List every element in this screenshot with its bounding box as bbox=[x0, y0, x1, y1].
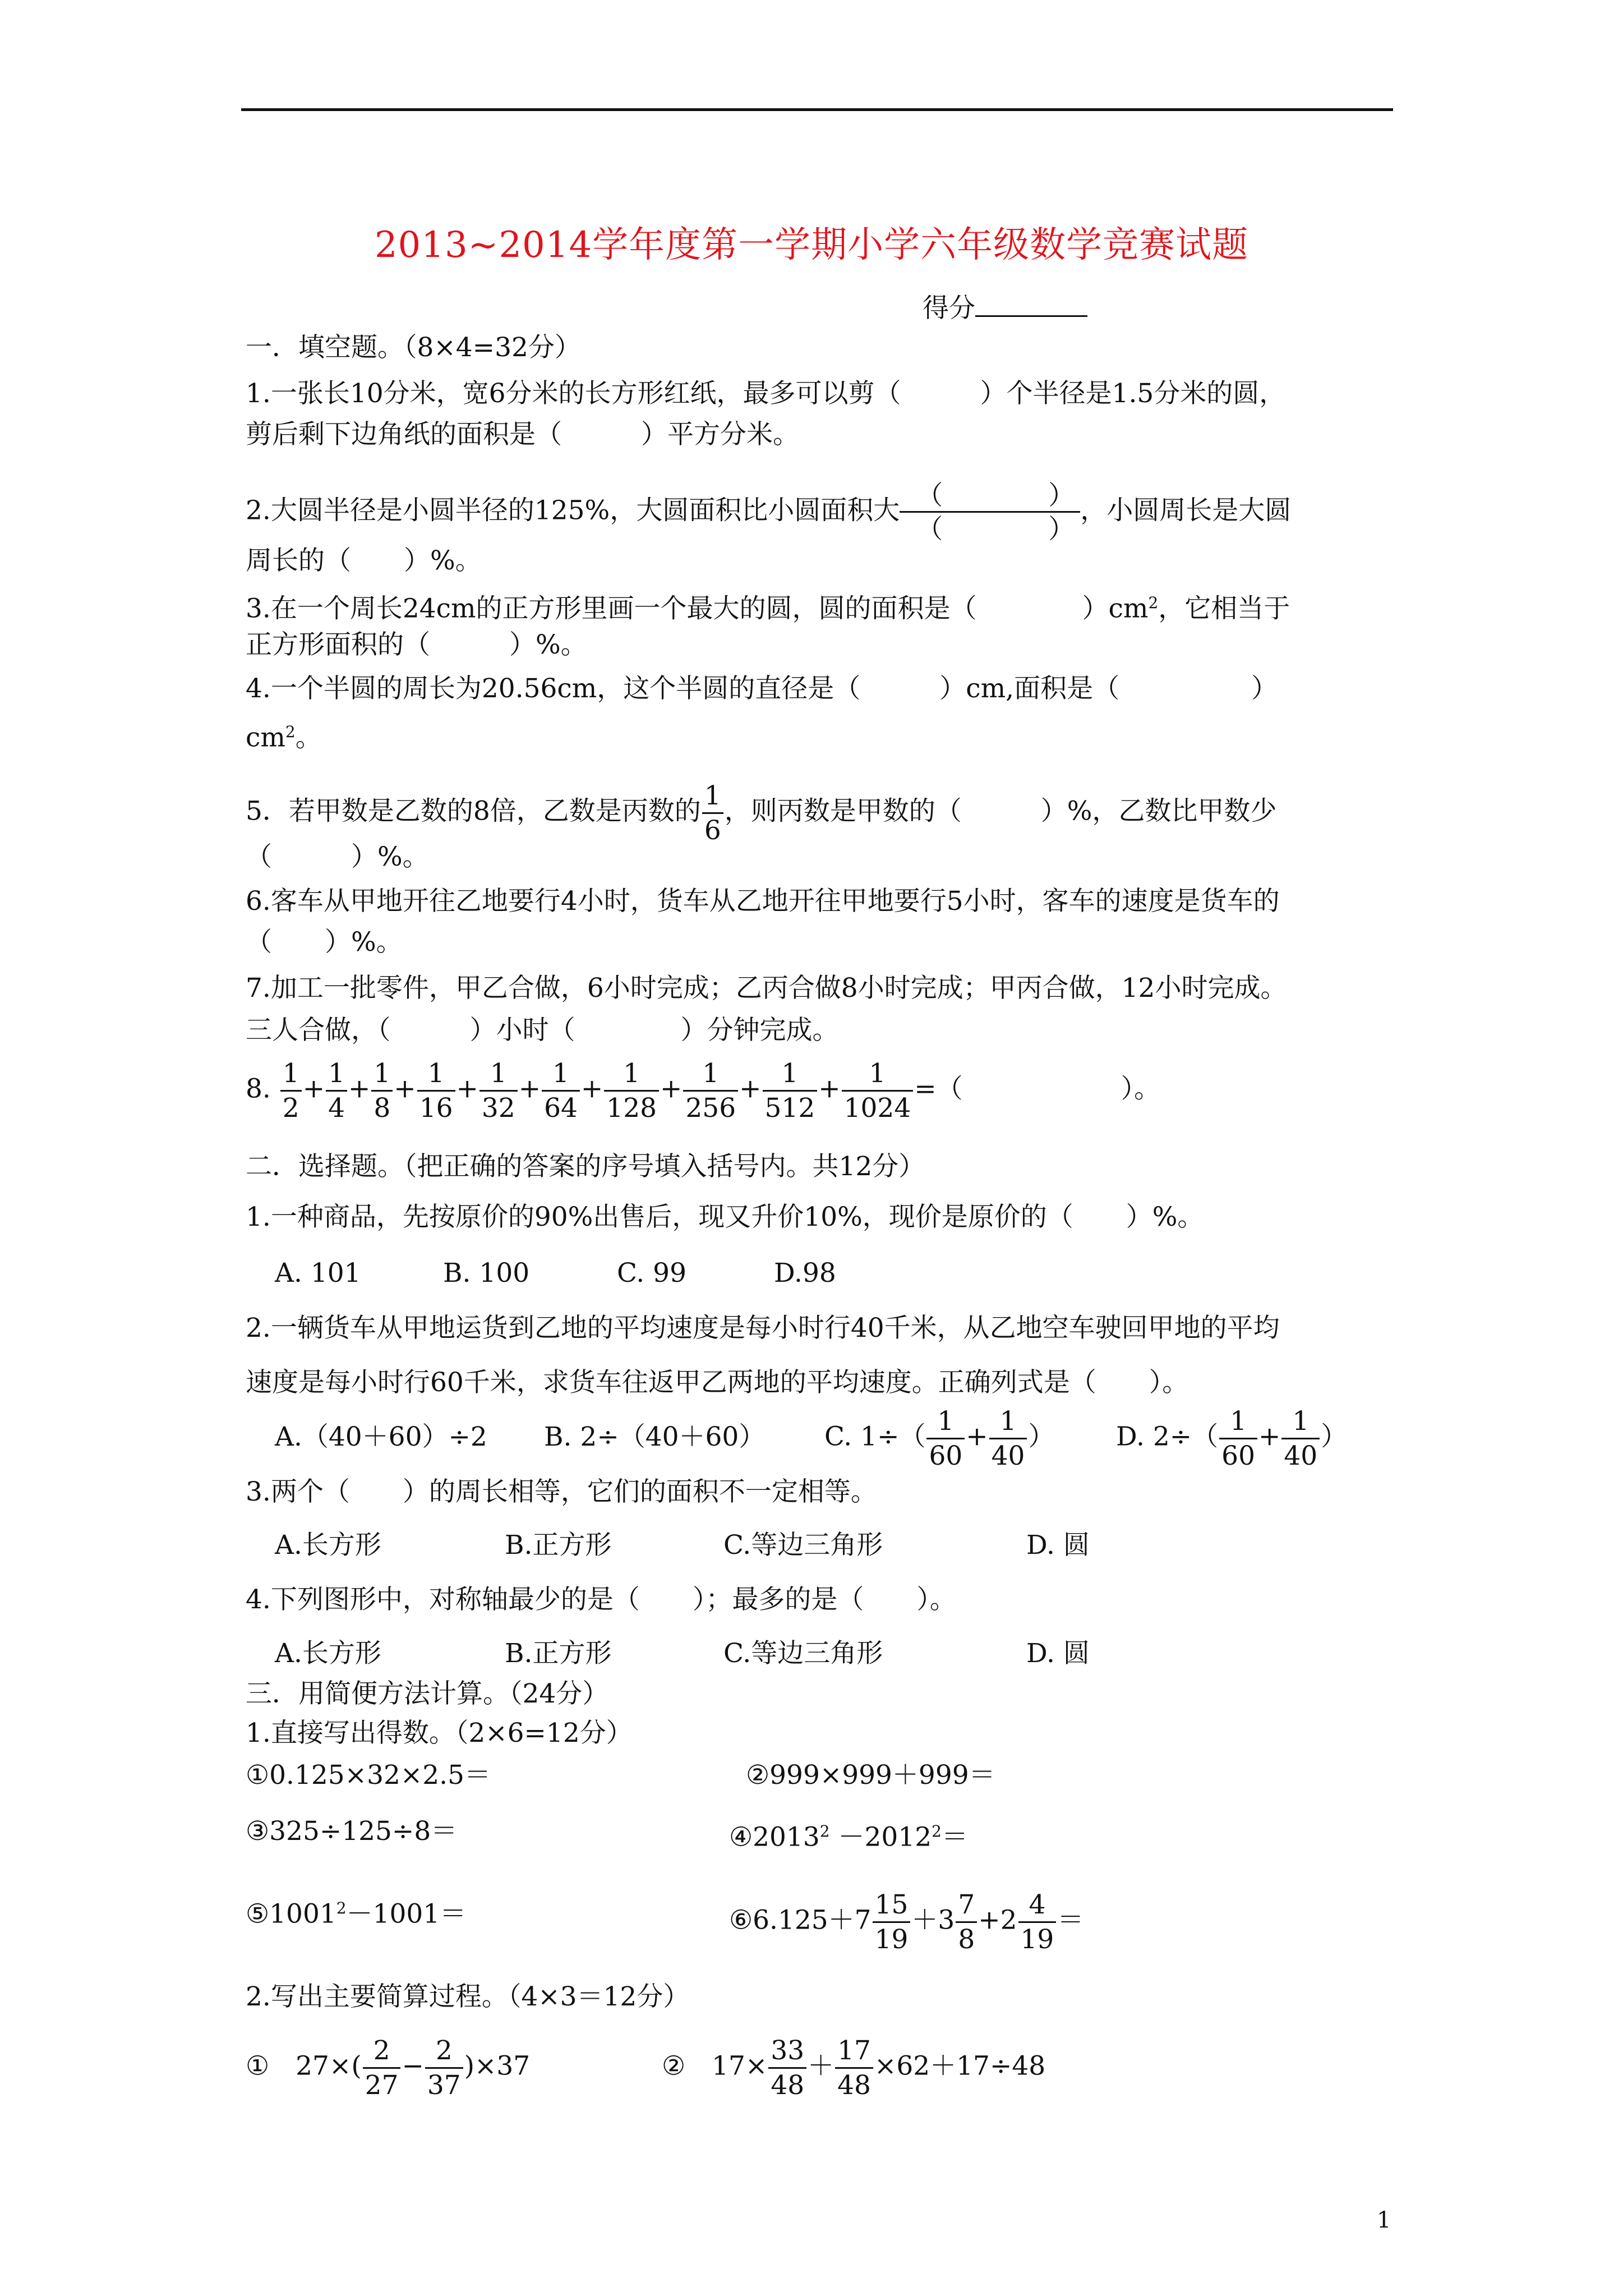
s1-q4-line2 bbox=[246, 715, 322, 755]
fraction-numerator: 4 bbox=[1018, 1892, 1057, 1923]
fraction-denominator: 1024 bbox=[843, 1093, 911, 1124]
item4-part1: ④2013 bbox=[729, 1821, 820, 1853]
section2-heading: 二．选择题。（把正确的答案的序号填入括号内。共12分） bbox=[246, 1151, 925, 1182]
s1-q8-label: 8. bbox=[246, 1073, 271, 1105]
plus-sign: + bbox=[966, 1421, 988, 1452]
fraction-one-sixth bbox=[702, 780, 723, 846]
s1-q5-line2: （ ）%。 bbox=[246, 841, 429, 872]
superscript: 2 bbox=[285, 723, 296, 741]
s1-q1-line1: 1.一张长10分米，宽6分米的长方形红纸，最多可以剪（ ）个半径是1.5分米的圆， bbox=[246, 378, 1286, 409]
fraction-numerator: 1 bbox=[604, 1060, 659, 1092]
item6-part1: ⑥6.125＋7 bbox=[729, 1904, 872, 1936]
superscript: 2 bbox=[819, 1822, 830, 1841]
fraction-numerator: 1 bbox=[1281, 1408, 1320, 1439]
plus-sign: + bbox=[518, 1073, 541, 1105]
fraction-numerator: 1 bbox=[417, 1060, 455, 1092]
fraction-numerator: 1 bbox=[371, 1060, 393, 1092]
fraction-numerator: 15 bbox=[873, 1892, 911, 1923]
s1-q2-fraction bbox=[900, 480, 1080, 545]
s2-q2-line2: 速度是每小时行60千米，求货车往返甲乙两地的平均速度。正确列式是（ ）。 bbox=[246, 1367, 1189, 1398]
fraction-denominator: 40 bbox=[991, 1441, 1025, 1471]
expr1-part1: ① 27×( bbox=[246, 2050, 362, 2082]
fraction bbox=[989, 1408, 1027, 1469]
fraction bbox=[956, 1889, 977, 1955]
fraction-numerator: 1 bbox=[926, 1408, 965, 1439]
fraction bbox=[363, 2037, 401, 2099]
s1-q5-line1 bbox=[246, 780, 1277, 846]
fraction bbox=[683, 1058, 738, 1124]
s3-part2-heading: 2.写出主要简算过程。（4×3＝12分） bbox=[246, 1981, 690, 2012]
close-paren: ） bbox=[1028, 1421, 1055, 1452]
fraction bbox=[417, 1058, 455, 1124]
option-a[interactable]: A.长方形 bbox=[275, 1530, 381, 1561]
fraction-numerator: 1 bbox=[479, 1060, 518, 1092]
fraction-denominator: 48 bbox=[771, 2070, 805, 2101]
fraction-numerator: 7 bbox=[956, 1892, 977, 1923]
plus-sign: + bbox=[456, 1073, 478, 1105]
fraction-numerator: 1 bbox=[326, 1060, 347, 1092]
s1-q4-line1: 4.一个半圆的周长为20.56cm，这个半圆的直径是（ ）cm,面积是（ ） bbox=[246, 673, 1278, 704]
s1-q6-line2: （ ）%。 bbox=[246, 927, 403, 958]
fraction bbox=[542, 1058, 580, 1124]
fraction bbox=[873, 1889, 911, 1955]
fraction-denominator: 6 bbox=[704, 815, 721, 846]
option-b[interactable]: B. 2÷（40＋60） bbox=[544, 1421, 766, 1452]
option-c[interactable]: C.等边三角形 bbox=[723, 1530, 883, 1561]
s3-part1-heading: 1.直接写出得数。（2×6=12分） bbox=[246, 1718, 633, 1749]
s1-q3-text2: ，它相当于 bbox=[1158, 593, 1290, 624]
fraction-numerator: 2 bbox=[425, 2037, 463, 2069]
s1-q7-line1: 7.加工一批零件，甲乙合做，6小时完成；乙丙合做8小时完成；甲丙合做，12小时完成。 bbox=[246, 973, 1287, 1004]
s3-item3: ③325÷125÷8＝ bbox=[246, 1816, 458, 1847]
fraction-numerator: 1 bbox=[702, 783, 723, 814]
s3-item5 bbox=[246, 1892, 466, 1931]
s1-q8-tail: =（ ）。 bbox=[914, 1073, 1161, 1105]
s1-q2-text: 2.大圆半径是小圆半径的125%，大圆面积比小圆面积大 bbox=[246, 495, 900, 526]
fraction-numerator: 1 bbox=[683, 1060, 738, 1092]
plus-sign: + bbox=[302, 1073, 325, 1105]
fraction-denominator: 2 bbox=[282, 1093, 299, 1124]
s3-expr2 bbox=[662, 2037, 1045, 2099]
fraction bbox=[768, 2037, 806, 2099]
fraction-denominator: 8 bbox=[374, 1093, 391, 1124]
fraction bbox=[1219, 1408, 1257, 1469]
fraction bbox=[1018, 1889, 1057, 1955]
fraction-denominator: 48 bbox=[837, 2070, 871, 2101]
item5-part1: ⑤1001 bbox=[246, 1898, 336, 1930]
fraction-denominator: 60 bbox=[1221, 1441, 1255, 1471]
section3-heading: 三．用简便方法计算。（24分） bbox=[246, 1678, 609, 1709]
superscript: 2 bbox=[932, 1822, 942, 1841]
s1-q5-text: 5．若甲数是乙数的8倍，乙数是丙数的 bbox=[246, 795, 701, 827]
s1-q3-text: 3.在一个周长24cm的正方形里画一个最大的圆，圆的面积是（ ）cm bbox=[246, 593, 1149, 624]
item4-part2: －2012 bbox=[829, 1821, 932, 1853]
fraction bbox=[842, 1058, 914, 1124]
fraction-denominator: 64 bbox=[544, 1093, 578, 1124]
s3-item6 bbox=[729, 1889, 1084, 1955]
score-label: 得分 bbox=[923, 293, 975, 324]
exam-title: 2013~2014学年度第一学期小学六年级数学竞赛试题 bbox=[374, 224, 1249, 266]
s3-item2: ②999×999＋999＝ bbox=[746, 1760, 995, 1791]
plus-sign: + bbox=[1258, 1421, 1281, 1452]
fraction-denominator: 256 bbox=[685, 1093, 736, 1124]
item6-part4: ＝ bbox=[1057, 1904, 1084, 1936]
minus-sign: − bbox=[402, 2050, 424, 2082]
fraction-numerator: （ ） bbox=[900, 482, 1080, 513]
s1-q2-line2: 周长的（ ）%。 bbox=[246, 545, 482, 576]
expr2-part2: ×62＋17÷48 bbox=[874, 2050, 1046, 2082]
option-c[interactable]: C. 99 bbox=[617, 1258, 686, 1289]
fraction bbox=[326, 1058, 347, 1124]
option-b[interactable]: B.正方形 bbox=[505, 1638, 612, 1669]
item4-part3: ＝ bbox=[941, 1821, 968, 1853]
fraction bbox=[1281, 1408, 1320, 1469]
s2-q2-line1: 2.一辆货车从甲地运货到乙地的平均速度是每小时行40千米，从乙地空车驶回甲地的平均 bbox=[246, 1313, 1280, 1343]
item6-part2: ＋3 bbox=[911, 1904, 955, 1936]
fraction-numerator: 1 bbox=[842, 1060, 914, 1092]
s2-q4-text: 4.下列图形中，对称轴最少的是（ ）；最多的是（ ）。 bbox=[246, 1584, 956, 1615]
fraction-denominator: 4 bbox=[328, 1093, 345, 1124]
s1-q6-line1: 6.客车从甲地开往乙地要行4小时，货车从乙地开往甲地要行5小时，客车的速度是货车的 bbox=[246, 886, 1280, 917]
option-d[interactable]: D. 圆 bbox=[1026, 1638, 1090, 1669]
item6-part3: +2 bbox=[978, 1904, 1017, 1936]
expr2-part1: ② 17× bbox=[662, 2050, 768, 2082]
fraction-denominator: 37 bbox=[427, 2070, 461, 2101]
fraction bbox=[763, 1058, 818, 1124]
superscript: 2 bbox=[1148, 593, 1159, 612]
s1-q2-text2: ，小圆周长是大圆 bbox=[1080, 495, 1292, 526]
option-d[interactable]: D. 圆 bbox=[1026, 1530, 1090, 1561]
option-a[interactable]: A. 101 bbox=[275, 1258, 361, 1289]
fraction-denominator: （ ） bbox=[916, 514, 1075, 545]
s1-q7-line2: 三人合做，（ ）小时（ ）分钟完成。 bbox=[246, 1015, 839, 1046]
plus-sign: + bbox=[739, 1073, 762, 1105]
plus-sign: + bbox=[394, 1073, 416, 1105]
fraction bbox=[604, 1058, 659, 1124]
fraction bbox=[479, 1058, 518, 1124]
s2-q3-options bbox=[275, 1529, 1090, 1562]
option-d-text: D. 2÷（ bbox=[1116, 1421, 1219, 1452]
fraction bbox=[835, 2037, 873, 2099]
fraction-denominator: 40 bbox=[1284, 1441, 1318, 1471]
fraction-numerator: 1 bbox=[280, 1060, 302, 1092]
s2-q4-options bbox=[275, 1637, 1090, 1671]
item5-part2: －1001＝ bbox=[346, 1898, 467, 1930]
section1-heading: 一．填空题。（8×4=32分） bbox=[246, 332, 581, 363]
option-a[interactable]: A.长方形 bbox=[275, 1638, 381, 1669]
score-field bbox=[923, 292, 1087, 325]
option-c[interactable] bbox=[824, 1408, 1116, 1469]
close-paren: ） bbox=[1321, 1421, 1348, 1452]
fraction bbox=[371, 1058, 393, 1124]
fraction-numerator: 1 bbox=[1219, 1408, 1257, 1439]
s2-q1-options bbox=[275, 1257, 836, 1290]
plus-sign: ＋ bbox=[808, 2050, 834, 2082]
fraction-numerator: 33 bbox=[768, 2037, 806, 2069]
s3-item1: ①0.125×32×2.5＝ bbox=[246, 1760, 491, 1791]
fraction-denominator: 512 bbox=[764, 1093, 815, 1124]
option-d[interactable] bbox=[1116, 1408, 1347, 1469]
option-b[interactable]: B. 100 bbox=[443, 1258, 530, 1289]
option-b[interactable]: B.正方形 bbox=[505, 1530, 612, 1561]
fraction-denominator: 32 bbox=[481, 1093, 515, 1124]
s1-q2-line1 bbox=[246, 480, 1292, 545]
fraction bbox=[280, 1058, 302, 1124]
s1-q3-line2: 正方形面积的（ ）%。 bbox=[246, 629, 587, 660]
fraction-numerator: 1 bbox=[989, 1408, 1027, 1439]
option-c[interactable]: C.等边三角形 bbox=[723, 1638, 883, 1669]
fraction-denominator: 27 bbox=[365, 2070, 399, 2101]
score-blank[interactable] bbox=[975, 293, 1087, 317]
superscript: 2 bbox=[336, 1899, 347, 1917]
s3-item4 bbox=[729, 1815, 968, 1855]
plus-sign: + bbox=[660, 1073, 683, 1105]
fraction bbox=[926, 1408, 965, 1469]
fraction-numerator: 17 bbox=[835, 2037, 873, 2069]
plus-sign: + bbox=[348, 1073, 371, 1105]
unit-cm: cm bbox=[246, 722, 285, 753]
option-a[interactable]: A.（40＋60）÷2 bbox=[275, 1421, 487, 1452]
plus-sign: + bbox=[580, 1073, 603, 1105]
fraction-denominator: 19 bbox=[1020, 1924, 1054, 1955]
expr1-part2: )×37 bbox=[464, 2050, 531, 2082]
s1-q5-text2: ，则丙数是甲数的（ ）%，乙数比甲数少 bbox=[724, 795, 1277, 827]
fraction-numerator: 1 bbox=[763, 1060, 818, 1092]
header-rule bbox=[241, 108, 1393, 111]
fraction-numerator: 1 bbox=[542, 1060, 580, 1092]
s2-q3-text: 3.两个（ ）的周长相等，它们的面积不一定相等。 bbox=[246, 1476, 877, 1507]
fraction-denominator: 16 bbox=[419, 1093, 453, 1124]
s2-q2-options bbox=[275, 1408, 1347, 1469]
fraction-denominator: 8 bbox=[958, 1924, 975, 1955]
option-d[interactable]: D.98 bbox=[774, 1258, 836, 1289]
s1-q1-line2: 剪后剩下边角纸的面积是（ ）平方分米。 bbox=[246, 419, 799, 450]
option-c-text: C. 1÷（ bbox=[824, 1421, 926, 1452]
s1-q8-expression bbox=[246, 1058, 1161, 1124]
s3-expr1 bbox=[246, 2037, 530, 2099]
fraction bbox=[425, 2037, 463, 2099]
fraction-numerator: 2 bbox=[363, 2037, 401, 2069]
plus-sign: + bbox=[818, 1073, 841, 1105]
fraction-denominator: 19 bbox=[874, 1924, 909, 1955]
s1-q3-line1 bbox=[246, 586, 1290, 626]
s2-q1-text: 1.一种商品，先按原价的90%出售后，现又升价10%，现价是原价的（ ）%。 bbox=[246, 1202, 1204, 1232]
fraction-denominator: 128 bbox=[606, 1093, 657, 1124]
fraction-denominator: 60 bbox=[929, 1441, 963, 1471]
page-number: 1 bbox=[1377, 2207, 1391, 2233]
period: 。 bbox=[295, 722, 322, 753]
